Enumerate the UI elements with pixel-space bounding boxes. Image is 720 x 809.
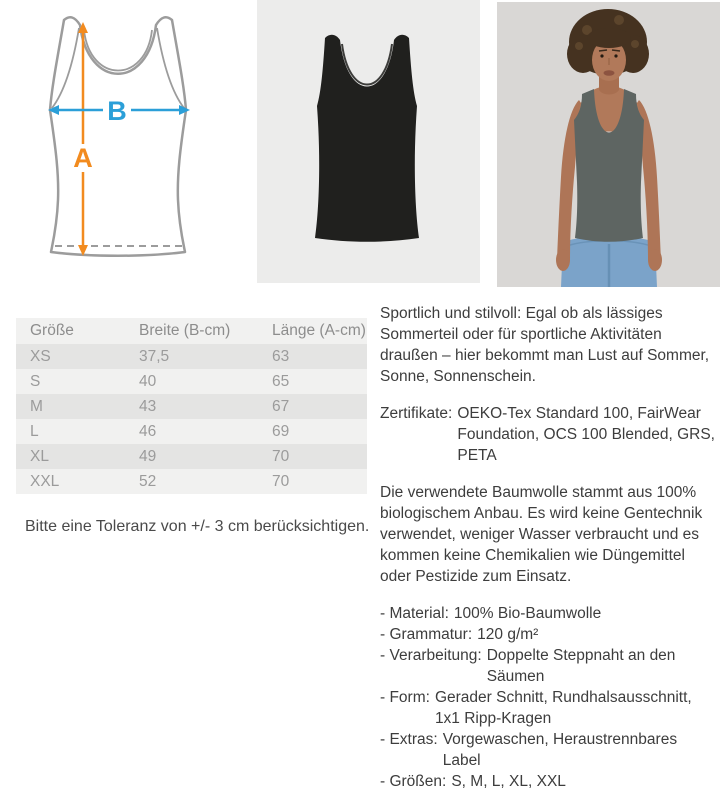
spec-item-verarbeitung [380,645,716,687]
spec-value: 100% Bio-Baumwolle [453,605,602,622]
laenge-cell: 63 [272,344,367,369]
size-table-header-row [16,318,367,344]
size-row-xs [16,344,367,369]
header-groesse: Größe [16,318,139,344]
spec-label: - Grammatur: [380,626,473,643]
spec-value: 120 g/m² [477,626,539,643]
product-description [380,303,716,792]
laenge-cell: 70 [272,444,367,469]
spec-value: Doppelte Steppnaht an den Säumen [486,647,676,685]
laenge-cell: 69 [272,419,367,444]
tank-outline [50,17,186,255]
spec-label: - Extras: [380,731,438,748]
product-photo-flat [257,0,480,283]
breite-cell: 49 [139,444,272,469]
certificates-line [380,403,716,466]
spec-value: Vorgewaschen, Heraustrennbares Label [442,731,678,769]
spec-label: - Form: [380,689,430,706]
header-breite: Breite (B-cm) [139,318,272,344]
width-label: B [107,96,127,126]
spec-label: - Größen: [380,773,447,790]
spec-list [380,603,716,792]
size-row-xxl [16,469,367,494]
size-cell: M [16,394,139,419]
spec-value: S, M, L, XL, XXL [451,773,566,790]
size-measurement-diagram [0,0,240,290]
jeans [561,236,657,287]
black-tank-top-image [257,0,480,283]
spec-item-form [380,687,716,729]
size-table [16,318,367,494]
cotton-paragraph: Die verwendete Baumwolle stammt aus 100% biologischem Anbau. Es wird keine Gentechnik verwendet, weniger Wasser verbraucht und es kommen keine Chemikalien wie Düngemittel oder Pestizide zum Einsatz. [380,484,703,585]
breite-cell: 43 [139,394,272,419]
breite-cell: 46 [139,419,272,444]
spec-label: - Verarbeitung: [380,647,482,664]
laenge-cell: 67 [272,394,367,419]
size-cell: XXL [16,469,139,494]
spec-label: - Material: [380,605,449,622]
size-cell: XS [16,344,139,369]
size-cell: XL [16,444,139,469]
tolerance-note: Bitte eine Toleranz von +/- 3 cm berücksichtigen. [25,518,370,535]
certificates-label: Zertifikate: [380,405,453,422]
certificates-value: OEKO-Tex Standard 100, FairWear Foundation, OCS 100 Blended, GRS, PETA [457,405,715,464]
header-laenge: Länge (A-cm) [272,318,367,344]
model-head [567,9,649,81]
size-row-l [16,419,367,444]
breite-cell: 40 [139,369,272,394]
spec-item-extras [380,729,716,771]
laenge-cell: 65 [272,369,367,394]
breite-cell: 52 [139,469,272,494]
intro-paragraph: Sportlich und stilvoll: Egal ob als lässiges Sommerteil oder für sportliche Aktivitäten draußen – hier bekommt man Lust auf Sommer, Sonne, Sonnenschein. [380,305,710,385]
size-row-m [16,394,367,419]
model-wearing-tank-top-image [497,2,720,287]
laenge-cell: 70 [272,469,367,494]
spec-value: Gerader Schnitt, Rundhalsausschnitt, 1x1 Ripp-Kragen [434,689,692,727]
breite-cell: 37,5 [139,344,272,369]
size-cell: L [16,419,139,444]
tank-top-outline-drawing [0,0,240,290]
spec-item-groessen [380,771,716,792]
product-photo-model [497,2,720,287]
spec-item-grammatur [380,624,716,645]
spec-item-material [380,603,716,624]
size-row-s [16,369,367,394]
size-row-xl [16,444,367,469]
size-cell: S [16,369,139,394]
length-label: A [73,143,93,173]
